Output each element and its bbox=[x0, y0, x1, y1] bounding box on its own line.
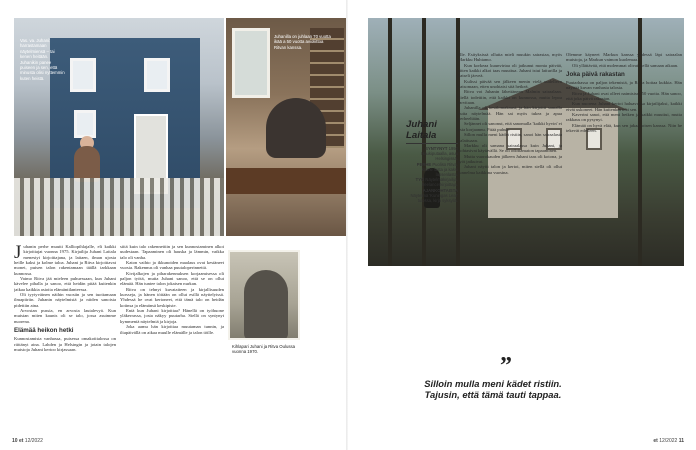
paragraph: Mutta vuorokauden jälkeen Juhani taas oli kotona, ja työt jatkuivat. bbox=[458, 153, 562, 164]
portrait-caption: Kihlapari Juhani ja Ritva Oulussa vuonna 1970. bbox=[232, 344, 296, 355]
paragraph: Markku oli samana sairaalassa kuin Juhani, ja kohtasivat käytävällä. Se oli odottamaton tapaaminen. bbox=[458, 142, 562, 154]
profile-box bbox=[406, 120, 458, 203]
subheading: Elämää heikon hetki bbox=[14, 327, 74, 335]
interior-caption: Juhanilla on juhlaan 70 vuotta ikää a 50 vuotta avioliittoa Ritvan kanssa. bbox=[274, 34, 331, 50]
paragraph: Kulissi päivää sen jälkeen menin vielä uudelleen katsomaan, etten unohtaisi sitä hetkeä. bbox=[458, 78, 562, 90]
fence bbox=[14, 178, 224, 236]
paragraph: Vaimo Ritva jää mieleen puhuessaan, kun Juhani kävelee pihalla ja sanoo, että heidän pitää kuitenkin jatkaa kaikkia asioita elämäntilanteessa. bbox=[14, 276, 116, 292]
dropcap: J bbox=[14, 244, 22, 263]
left-column-1 bbox=[14, 244, 116, 438]
paragraph: Sillon mulla meni kädet ristiin, sanoi hän sairaalasta palattuaan. bbox=[458, 132, 562, 143]
house-window bbox=[144, 58, 170, 92]
profile-divider bbox=[406, 143, 458, 144]
profile-line: PERHE Puoliso Ritva, kolme lasta ja kaksi lapsenlasta. bbox=[416, 161, 458, 178]
paragraph: Kun korkeaa kuunvirtaa oli jatkunut monta päivää, sitten kaikki alkoi taas muuttua. Juhani istui laiturilla ja katseli järveä. bbox=[458, 62, 562, 79]
couple-figure bbox=[266, 98, 326, 158]
paragraph: Ritva on tehnyt kuvataiteen ja kirjallisuuden kursseja, ja hänen töitään on ollut esillä näyttelyissä. Yhdessä he ovat kertoneet, että tämä talo on heidän kotinsa ja elämänsä keskipiste. bbox=[120, 286, 224, 308]
portrait-photo bbox=[228, 250, 300, 340]
issue-number: 12/2022 bbox=[659, 438, 678, 444]
profile-line: SYNTYNYT 1950 Haukiputaalla, asuu Helsingissä. bbox=[421, 146, 458, 162]
subheading: Joka päivä rakastan bbox=[566, 71, 625, 79]
paragraph: Juhanilla oli kesälomakausi, ja hän kirjoitti samalla uutta näytelmää. Hän sai myös tukea ja apua perheeltään. bbox=[458, 105, 562, 122]
profile-name: Juhani Laitala bbox=[406, 119, 437, 141]
portrait-figure bbox=[244, 270, 288, 340]
paragraph: Joka aamu hän kirjoittaa muutaman tunnin, ja iltapäivällä on aikaa muulle elämälle ja talon töille. bbox=[120, 324, 224, 335]
paragraph: Katon vaihto ja ikkunoiden maalaus ovat kestäneet vuosia. Rakennus oli vanhaa puutaloperinnettä. bbox=[120, 260, 224, 271]
profile-line: AJANKOHTAISTA Näytelmä 'Kuningas Lear' tulossa, kirja syksyllä. bbox=[410, 187, 458, 204]
right-column-0 bbox=[350, 272, 400, 442]
paragraph: siitä kuin talo rakennettiin ja sen kunnostaminen alkoi uudestaan. Tapaaminen oli hauska ja lämmin, vaikka talo oli vanha. bbox=[120, 244, 224, 260]
pull-quote: Silloin mulla meni kädet ristiin. Tajusin, että tämä tauti tappaa. bbox=[424, 378, 562, 400]
paragraph: Elämää on hyvä elää, kun sen jakaa toisen kanssa. Niin he tekevät edelleen. bbox=[566, 122, 682, 134]
interior-window bbox=[232, 28, 270, 98]
profile-line: TYÖ Näytelmäkirjailija, freelancerkirjoittaja. bbox=[415, 177, 458, 188]
house-window bbox=[74, 110, 96, 138]
table bbox=[226, 168, 346, 194]
paragraph: Puutarhassa on paljon tekemistä, ja Ritva hoitaa kukkia. Hän näyttää kuvan vanhasta talosta. bbox=[566, 80, 682, 91]
page-number: 10 bbox=[12, 438, 18, 444]
paragraph: Kunnostamista vanhassa, puisessa omakotitalossa on riittänyt aina. Lahden ja Helsingin ja jotain talojen muistoja Juhani kertoo kirjassaan. bbox=[14, 336, 116, 352]
paragraph: Olemme käyneet Markun kanssa yhdessä läpi sairaalan muistoja, ja Markun vaimon kuolemaa. bbox=[566, 52, 682, 63]
folio-right bbox=[653, 438, 684, 444]
left-column-2 bbox=[120, 244, 224, 438]
profile-body bbox=[406, 146, 458, 203]
paragraph: Oli yllättävää, että molemmat olivat siellä samaan aikaan. bbox=[572, 62, 679, 68]
person-figure bbox=[74, 146, 100, 182]
paragraph: Juhani näytti talon ja kertoi, miten siellä oli ollut tunnelma kaikkina vuosina. bbox=[458, 164, 562, 175]
house-caption: Vas. va. Juhani: harrastamaan näytelmiensä – tai kenen heitään. Juhanikin panee puiseen ja sen, että minusta olisi nyttemmin kuten heistä. bbox=[20, 38, 65, 81]
quote-mark: ” bbox=[500, 353, 512, 379]
paragraph: Kun nuorena Juhani kertoi haluavansa kirjailijaksi, kaikki eivät uskoneet. Hän kuitenkin teki sen. bbox=[566, 101, 682, 112]
paragraph: alle. Esityksissä ollutta mieli muukin sairastaa, myös Markku Huhtamo. bbox=[458, 52, 562, 63]
magazine-name: et bbox=[18, 438, 24, 444]
paragraph: Entä kun Juhani kirjoittaa? Hänellä on työhuone yläkerrassa, josta näkyy puutarha. Siellä on syntynyt kymmeniä näytelmiä ja kirjoja. bbox=[120, 308, 224, 324]
paragraph: Ritva ja Juhani ovat olleet naimisissa 50 vuotta. Hän sanoo, että joka päivä rakastan. bbox=[566, 90, 682, 102]
interior-photo bbox=[226, 18, 346, 236]
folio-left bbox=[12, 438, 43, 444]
page-number: 11 bbox=[678, 438, 684, 444]
tree-trunk bbox=[388, 18, 392, 266]
paragraph: Arvostan pussia, en arvosta lautalevyä. Kun muistan miten kaunis oli se talo, jossa asuimme nuorena. bbox=[14, 308, 116, 324]
house-photo bbox=[14, 18, 224, 236]
paragraph: Juhanin perhe muutti Kalliopihlajalle, eli kaikki kirjoittajat vuonna 1975. Kirjailija Juhani Laitala menestyi kirjoittajana, ja laitaen, ilman ujosta heille kaksi ja kolme taloa. Juhani ja Ritva kirjoittavat monet, puisen talon rakentamaan täällä tarkkaan kunnossa. bbox=[14, 244, 116, 276]
right-column-2 bbox=[566, 52, 682, 438]
paragraph: Ritva voi Juhanin lähettäneen Malmin sairaalaan. Siellä todettiin, että kaikki on kunnossa, mutta lepoa tarvitaan. bbox=[458, 89, 562, 106]
house-window bbox=[70, 58, 96, 92]
paragraph: Kivijalkojen ja piharakennuksen korjaamisessa oli paljon työtä, mutta Juhani sanoo, että se on ollut elämää. Hän tuntee talon jokaisen nurkan. bbox=[120, 270, 224, 287]
issue-number: 12/2022 bbox=[24, 438, 43, 444]
paragraph: Kaverini sanoi, että meni hetken ja kaikki muuttui, mutta rakkaus on pysynyt. bbox=[566, 112, 682, 123]
paragraph: Seljännet oli sanonut, että sanomalla 'kaikki hyvin' ei asia korjaannu. Pitää puhua. bbox=[458, 121, 562, 132]
right-column-1 bbox=[458, 52, 562, 352]
paragraph: Oli tyytyväinen näihin vuosiin ja sen tuottamaan ilmapiiriin. Juhanin näytelmistä ja niiden sanoista pidettiin aina. bbox=[14, 292, 116, 308]
magazine-name: et bbox=[653, 438, 658, 444]
